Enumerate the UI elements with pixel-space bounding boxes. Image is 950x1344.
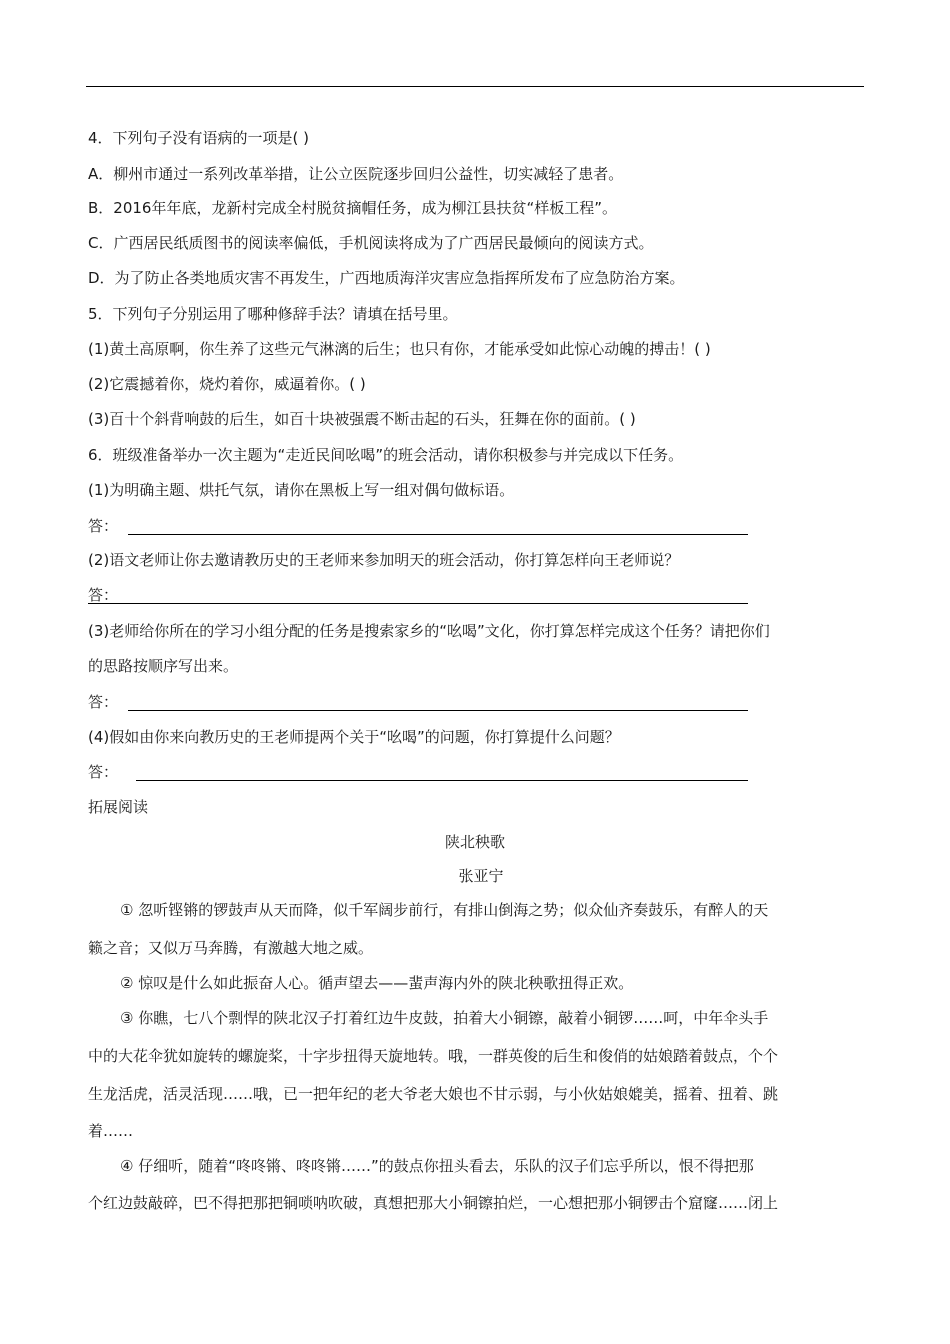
q6-stem: 6．班级准备举办一次主题为“走近民间吆喝”的班会活动，请你积极参与并完成以下任务。	[88, 446, 684, 464]
q5-sentence-3: (3)百十个斜背响鼓的后生，如百十块被强震不断击起的石头，狂舞在你的面前。( )	[88, 410, 636, 428]
answer-underline	[128, 710, 748, 711]
paragraph-1-line-1: ① 忽听铿锵的锣鼓声从天而降，似千军阔步前行，有排山倒海之势；似众仙齐奏鼓乐，有醉人的天	[120, 901, 769, 919]
answer-underline	[128, 534, 748, 535]
q6-part-3-line-2: 的思路按顺序写出来。	[88, 657, 239, 675]
answer-underline	[88, 603, 748, 604]
paragraph-4-line-1: ④ 仔细听，随着“咚咚锵、咚咚锵……”的鼓点你扭头看去，乐队的汉子们忘乎所以，恨不得把那	[120, 1157, 754, 1175]
paragraph-3-line-4: 着……	[88, 1122, 134, 1140]
q4-option-c: C．广西居民纸质图书的阅读率偏低，手机阅读将成为了广西居民最倾向的阅读方式。	[88, 234, 654, 252]
answer-label: 答：	[88, 693, 119, 711]
article-author: 张亚宁	[458, 867, 504, 885]
answer-label: 答：	[88, 586, 119, 604]
q4-stem: 4．下列句子没有语病的一项是( )	[88, 129, 310, 147]
paragraph-4-line-2: 个红边鼓敲碎，巴不得把那把铜唢呐吹破，真想把那大小铜镲拍烂，一心想把那小铜锣击个窟窿……闭上	[88, 1194, 779, 1212]
q4-option-d: D．为了防止各类地质灾害不再发生，广西地质海洋灾害应急指挥所发布了应急防治方案。	[88, 269, 685, 287]
answer-line-4[interactable]	[88, 762, 118, 782]
q6-part-4: (4)假如由你来向教历史的王老师提两个关于“吆喝”的问题，你打算提什么问题？	[88, 728, 620, 746]
answer-label: 答：	[88, 763, 119, 781]
answer-line-3[interactable]	[88, 692, 118, 712]
answer-line-2[interactable]	[88, 585, 118, 605]
q5-sentence-1: (1)黄土高原啊，你生养了这些元气淋漓的后生；也只有你，才能承受如此惊心动魄的搏击！( )	[88, 340, 711, 358]
article-title: 陕北秧歌	[444, 833, 505, 851]
q4-option-a: A．柳州市通过一系列改革举措，让公立医院逐步回归公益性，切实减轻了患者。	[88, 165, 624, 183]
header-rule	[86, 86, 864, 87]
q5-sentence-2: (2)它震撼着你，烧灼着你，威逼着你。( )	[88, 375, 366, 393]
q5-stem: 5．下列句子分别运用了哪种修辞手法？请填在括号里。	[88, 305, 458, 323]
paragraph-3-line-1: ③ 你瞧，七八个剽悍的陕北汉子打着红边牛皮鼓，拍着大小铜镲，敲着小铜锣……呵，中年伞头手	[120, 1009, 769, 1027]
q6-part-1: (1)为明确主题、烘托气氛，请你在黑板上写一组对偶句做标语。	[88, 481, 515, 499]
q6-part-3-line-1: (3)老师给你所在的学习小组分配的任务是搜索家乡的“吆喝”文化，你打算怎样完成这个任务？请把你们	[88, 622, 770, 640]
paragraph-3-line-2: 中的大花伞犹如旋转的螺旋桨，十字步扭得天旋地转。哦，一群英俊的后生和俊俏的姑娘踏着鼓点，个个	[88, 1047, 779, 1065]
paragraph-1-line-2: 籁之音；又似万马奔腾，有激越大地之威。	[88, 939, 374, 957]
q4-option-b: B．2016年年底，龙新村完成全村脱贫摘帽任务，成为柳江县扶贫“样板工程”。	[88, 199, 618, 217]
answer-line-1[interactable]	[88, 516, 118, 536]
answer-label: 答：	[88, 517, 119, 535]
section-heading: 拓展阅读	[88, 798, 149, 816]
q6-part-2: (2)语文老师让你去邀请教历史的王老师来参加明天的班会活动，你打算怎样向王老师说？	[88, 551, 680, 569]
paragraph-3-line-3: 生龙活虎，活灵活现……哦，已一把年纪的老大爷老大娘也不甘示弱，与小伙姑娘媲美，摇着、扭着、跳	[88, 1085, 779, 1103]
answer-underline	[136, 780, 748, 781]
paragraph-2: ② 惊叹是什么如此振奋人心。循声望去——蜚声海内外的陕北秧歌扭得正欢。	[120, 974, 634, 992]
